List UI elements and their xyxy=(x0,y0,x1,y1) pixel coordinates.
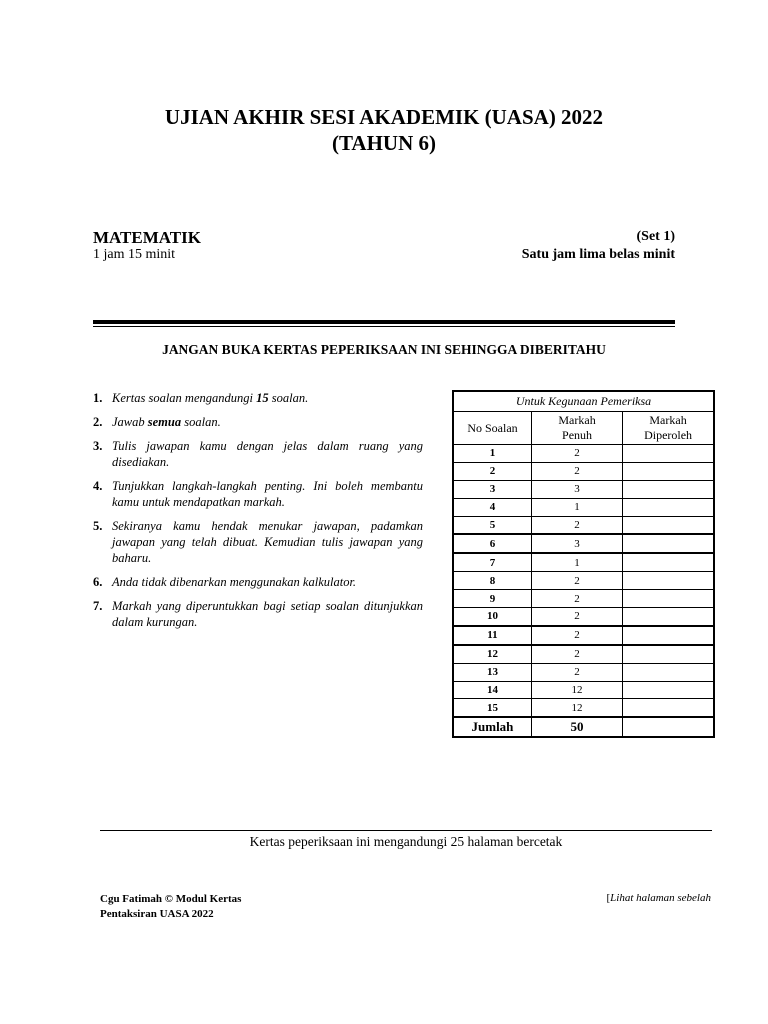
marks-obtained-cell xyxy=(623,516,714,534)
instruction-text-bold: semua xyxy=(147,415,182,429)
question-number-cell: 4 xyxy=(453,498,531,516)
author-credit xyxy=(100,892,241,922)
full-marks-cell: 2 xyxy=(531,516,622,534)
instruction-item xyxy=(93,574,423,590)
instruction-number: 2. xyxy=(93,415,103,429)
instruction-number: 4. xyxy=(93,479,103,493)
instruction-number: 7. xyxy=(93,599,103,613)
author-line-1: Cgu Fatimah © Modul Kertas xyxy=(100,893,242,905)
full-marks-cell: 3 xyxy=(531,480,622,498)
instruction-item xyxy=(93,414,423,430)
question-number-cell: 1 xyxy=(453,445,531,463)
marks-obtained-cell xyxy=(623,445,714,463)
marks-obtained-cell xyxy=(623,590,714,608)
full-marks-cell: 12 xyxy=(531,699,622,717)
instruction-text xyxy=(112,414,423,430)
question-number-cell: 6 xyxy=(453,534,531,553)
table-row xyxy=(453,534,714,553)
total-full-marks: 50 xyxy=(531,717,622,737)
full-marks-cell: 12 xyxy=(531,681,622,699)
header-full-line1: Markah xyxy=(558,413,596,427)
table-row xyxy=(453,681,714,699)
instruction-text xyxy=(112,574,423,590)
divider-thin xyxy=(93,326,675,327)
header-marks-obtained xyxy=(623,412,714,445)
marks-obtained-cell xyxy=(623,553,714,571)
instruction-text-pre: Anda tidak dibenarkan menggunakan kalkulator. xyxy=(112,575,357,589)
instruction-item xyxy=(93,438,423,470)
marks-obtained-cell xyxy=(623,462,714,480)
table-row xyxy=(453,645,714,663)
table-row xyxy=(453,699,714,717)
duration-words: Satu jam lima belas minit xyxy=(521,247,675,262)
author-line-2: Pentaksiran UASA 2022 xyxy=(100,908,214,920)
footer-divider xyxy=(100,830,712,831)
instruction-text-post: soalan. xyxy=(268,391,309,405)
instruction-number: 5. xyxy=(93,519,103,533)
table-row xyxy=(453,626,714,645)
instruction-text-pre: Jawab xyxy=(112,415,148,429)
marks-obtained-cell xyxy=(623,663,714,681)
instruction-text-pre: Markah yang diperuntukkan bagi setiap soalan ditunjukkan dalam kurungan. xyxy=(112,599,423,629)
full-marks-cell: 2 xyxy=(531,572,622,590)
duration: 1 jam 15 minit xyxy=(93,247,176,262)
warning-notice: JANGAN BUKA KERTAS PEPERIKSAAN INI SEHINGGA DIBERITAHU xyxy=(162,342,606,357)
full-marks-cell: 2 xyxy=(531,462,622,480)
marks-obtained-cell xyxy=(623,480,714,498)
question-number-cell: 7 xyxy=(453,553,531,571)
marks-obtained-cell xyxy=(623,572,714,590)
question-number-cell: 5 xyxy=(453,516,531,534)
instruction-text xyxy=(112,518,423,566)
instruction-text-pre: Tulis jawapan kamu dengan jelas dalam ruang yang disediakan. xyxy=(112,439,423,469)
marks-obtained-cell xyxy=(623,534,714,553)
next-page-note xyxy=(606,892,711,904)
header-got-line2: Diperoleh xyxy=(644,428,693,442)
total-marks-obtained xyxy=(623,717,714,737)
header-got-line1: Markah xyxy=(649,413,687,427)
question-number-cell: 12 xyxy=(453,645,531,663)
question-number-cell: 15 xyxy=(453,699,531,717)
marks-obtained-cell xyxy=(623,645,714,663)
question-number-cell: 3 xyxy=(453,480,531,498)
instruction-text xyxy=(112,438,423,470)
question-number-cell: 10 xyxy=(453,608,531,626)
subject-name: MATEMATIK xyxy=(93,228,201,247)
examiner-marks-table xyxy=(452,390,715,738)
instruction-item xyxy=(93,598,423,630)
marks-obtained-cell xyxy=(623,626,714,645)
question-number-cell: 13 xyxy=(453,663,531,681)
full-marks-cell: 2 xyxy=(531,445,622,463)
question-number-cell: 9 xyxy=(453,590,531,608)
table-row xyxy=(453,572,714,590)
instruction-text xyxy=(112,478,423,510)
question-number-cell: 11 xyxy=(453,626,531,645)
instruction-text-bold: 15 xyxy=(256,391,269,405)
table-row xyxy=(453,608,714,626)
table-row xyxy=(453,462,714,480)
table-row xyxy=(453,445,714,463)
table-row xyxy=(453,498,714,516)
instruction-number: 3. xyxy=(93,439,103,453)
instruction-text-pre: Kertas soalan mengandungi xyxy=(112,391,257,405)
full-marks-cell: 3 xyxy=(531,534,622,553)
header-full-marks xyxy=(531,412,622,445)
exam-title: UJIAN AKHIR SESI AKADEMIK (UASA) 2022 xyxy=(164,105,604,129)
instruction-text-pre: Tunjukkan langkah-langkah penting. Ini boleh membantu kamu untuk mendapatkan markah. xyxy=(112,479,423,509)
question-number-cell: 8 xyxy=(453,572,531,590)
table-row xyxy=(453,480,714,498)
page-count-note: Kertas peperiksaan ini mengandungi 25 halaman bercetak xyxy=(249,834,563,849)
instructions-list xyxy=(93,390,423,638)
marks-obtained-cell xyxy=(623,498,714,516)
full-marks-cell: 2 xyxy=(531,645,622,663)
instruction-text xyxy=(112,598,423,630)
instruction-text-pre: Sekiranya kamu hendak menukar jawapan, padamkan jawapan yang telah dibuat. Kemudian tulis jawapan yang baharu. xyxy=(112,519,423,565)
full-marks-cell: 2 xyxy=(531,626,622,645)
full-marks-cell: 1 xyxy=(531,498,622,516)
instruction-item xyxy=(93,390,423,406)
instruction-item xyxy=(93,518,423,566)
table-row xyxy=(453,516,714,534)
divider-thick xyxy=(93,320,675,324)
set-label: (Set 1) xyxy=(636,229,675,244)
next-page-bracket: [ xyxy=(606,892,611,904)
full-marks-cell: 2 xyxy=(531,608,622,626)
instruction-item xyxy=(93,478,423,510)
header-full-line2: Penuh xyxy=(562,428,593,442)
table-row xyxy=(453,590,714,608)
full-marks-cell: 2 xyxy=(531,663,622,681)
marks-obtained-cell xyxy=(623,681,714,699)
instruction-text-post: soalan. xyxy=(181,415,221,429)
question-number-cell: 14 xyxy=(453,681,531,699)
instruction-number: 1. xyxy=(93,391,103,405)
marks-obtained-cell xyxy=(623,699,714,717)
marks-obtained-cell xyxy=(623,608,714,626)
table-caption: Untuk Kegunaan Pemeriksa xyxy=(453,391,714,412)
header-question: No Soalan xyxy=(453,412,531,445)
exam-year-level: (TAHUN 6) xyxy=(331,131,436,155)
instruction-text xyxy=(112,390,423,406)
table-row xyxy=(453,553,714,571)
next-page-text: Lihat halaman sebelah xyxy=(610,892,711,904)
full-marks-cell: 1 xyxy=(531,553,622,571)
instruction-number: 6. xyxy=(93,575,103,589)
total-label: Jumlah xyxy=(453,717,531,737)
question-number-cell: 2 xyxy=(453,462,531,480)
full-marks-cell: 2 xyxy=(531,590,622,608)
table-row xyxy=(453,663,714,681)
